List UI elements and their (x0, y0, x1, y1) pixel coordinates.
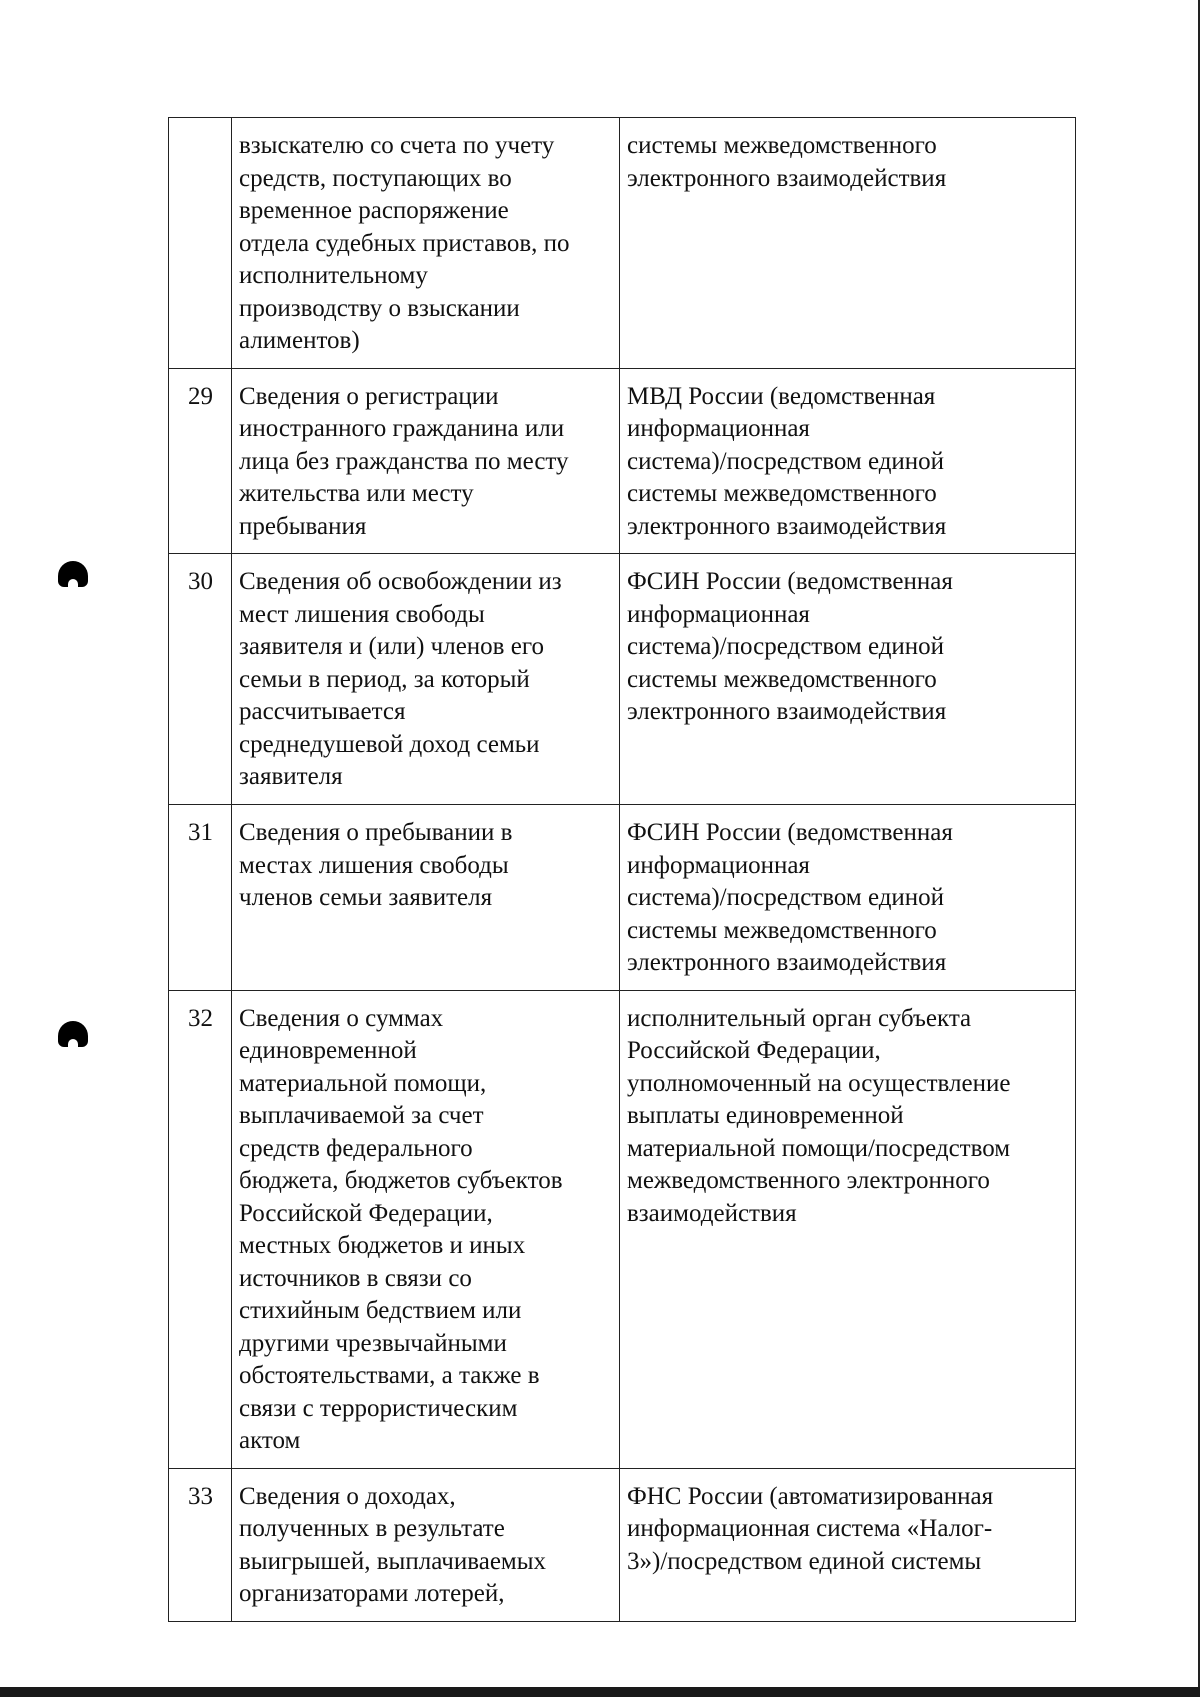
info-source-text: ФНС России (автоматизированная информационная система «Налог- 3»)/посредством единой системы (627, 1482, 994, 1575)
info-source-text: системы межведомственного электронного взаимодействия (627, 132, 947, 192)
row-number: 31 (169, 805, 232, 991)
info-source-text: МВД России (ведомственная информационная система)/посредством единой системы межведомственного электронного взаимодействия (627, 382, 947, 540)
punch-hole-mark (58, 561, 88, 587)
row-number (169, 118, 232, 369)
info-name-text: Сведения о суммах единовременной материальной помощи, выплачиваемой за счет средств федерального бюджета, бюджетов субъектов Российской Федерации, местных бюджетов и иных источников в связи со стихийным бедствием или другими чрезвычайными обстоятельствами, а также в связи с террористическим актом (239, 1004, 563, 1454)
info-name-text: Сведения о пребывании в местах лишения свободы членов семьи заявителя (239, 819, 513, 911)
info-name-text: Сведения о регистрации иностранного гражданина или лица без гражданства по месту жительства или месту пребывания (239, 382, 569, 540)
info-name-text: Сведения о доходах, полученных в результате выигрышей, выплачиваемых организаторами лотерей, (239, 1482, 547, 1607)
info-name-text: Сведения об освобождении из мест лишения свободы заявителя и (или) членов его семьи в период, за который рассчитывается среднедушевой доход семьи заявителя (239, 568, 562, 790)
info-source-cell (620, 805, 1076, 991)
punch-hole-mark (58, 1021, 88, 1047)
row-number: 30 (169, 554, 232, 805)
info-name-cell (232, 805, 620, 991)
info-name-cell (232, 118, 620, 369)
table-row (169, 368, 1076, 554)
row-number: 32 (169, 990, 232, 1468)
info-name-cell (232, 368, 620, 554)
table-row (169, 554, 1076, 805)
table-row (169, 805, 1076, 991)
table-row (169, 1468, 1076, 1621)
info-source-cell (620, 1468, 1076, 1621)
info-name-cell (232, 554, 620, 805)
table-row (169, 118, 1076, 369)
info-name-cell (232, 990, 620, 1468)
info-name-text: взыскателю со счета по учету средств, поступающих во временное распоряжение отдела судебных приставов, по исполнительному производству о взыскании алиментов) (239, 132, 570, 354)
info-source-cell (620, 118, 1076, 369)
info-source-text: исполнительный орган субъекта Российской Федерации, уполномоченный на осуществление выплаты единовременной материальной помощи/посредством межведомственного электронного взаимодействия (627, 1004, 1011, 1227)
page-edge-bottom (0, 1687, 1200, 1697)
row-number: 29 (169, 368, 232, 554)
table-row (169, 990, 1076, 1468)
row-number: 33 (169, 1468, 232, 1621)
info-source-cell (620, 368, 1076, 554)
info-source-text: ФСИН России (ведомственная информационная система)/посредством единой системы межведомственного электронного взаимодействия (627, 568, 953, 725)
info-source-cell (620, 554, 1076, 805)
data-sources-table (168, 117, 1076, 1622)
info-source-cell (620, 990, 1076, 1468)
info-source-text: ФСИН России (ведомственная информационная система)/посредством единой системы межведомственного электронного взаимодействия (627, 819, 953, 976)
info-name-cell (232, 1468, 620, 1621)
